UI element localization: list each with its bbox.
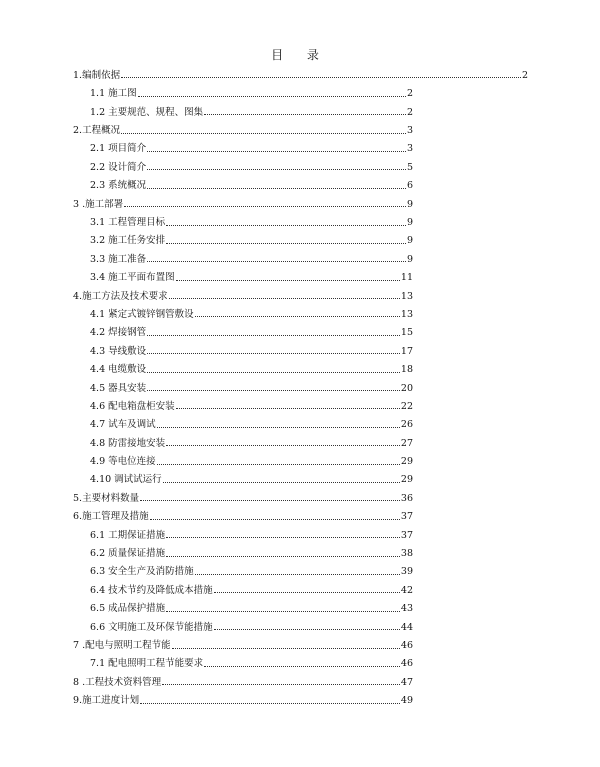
- toc-entry-page-number: 9: [406, 253, 413, 265]
- toc-entry[interactable]: [90, 561, 413, 579]
- toc-entry-page-number: 9: [406, 198, 413, 210]
- dot-leader: [147, 372, 400, 373]
- toc-entry[interactable]: [90, 616, 413, 634]
- toc-entry-page-number: 47: [400, 676, 413, 688]
- toc-entry[interactable]: [90, 524, 413, 542]
- toc-entry-page-number: 18: [400, 364, 413, 376]
- toc-entry-label: 4.7 试车及调试: [90, 419, 156, 431]
- toc-entry[interactable]: [90, 432, 413, 450]
- toc-entry[interactable]: [90, 82, 413, 100]
- dot-leader: [176, 280, 400, 281]
- toc-entry-page-number: 43: [400, 603, 413, 615]
- toc-entry-label: 8 .工程技术资料管理: [73, 676, 162, 688]
- dot-leader: [195, 574, 400, 575]
- toc-entry-page-number: 11: [400, 272, 413, 284]
- dot-leader: [166, 243, 406, 244]
- toc-entry-label: 6.3 安全生产及消防措施: [90, 566, 194, 578]
- dot-leader: [147, 390, 400, 391]
- toc-entry-label: 6.2 质量保证措施: [90, 548, 166, 560]
- dot-leader: [166, 225, 406, 226]
- dot-leader: [147, 261, 406, 262]
- toc-entry-page-number: 27: [400, 437, 413, 449]
- dot-leader: [195, 316, 400, 317]
- toc-entry-label: 6.6 文明施工及环保节能措施: [90, 621, 213, 633]
- toc-entry-label: 1.1 施工图: [90, 88, 137, 100]
- toc-entry-label: 6.施工管理及措施: [73, 511, 149, 523]
- toc-entry[interactable]: [90, 138, 413, 156]
- toc-entry[interactable]: [73, 689, 413, 707]
- toc-entry[interactable]: [90, 211, 413, 229]
- toc-entry-page-number: 44: [400, 621, 413, 633]
- toc-entry-page-number: 13: [400, 308, 413, 320]
- dot-leader: [166, 445, 400, 446]
- toc-entry-page-number: 2: [406, 106, 413, 118]
- toc-entry-label: 4.施工方法及技术要求: [73, 290, 168, 302]
- toc-entry-label: 4.9 等电位连接: [90, 456, 156, 468]
- dot-leader: [147, 188, 406, 189]
- toc-entry-page-number: 3: [406, 125, 413, 137]
- toc-entry-label: 2.3 系统概况: [90, 180, 147, 192]
- toc-entry[interactable]: [90, 597, 413, 615]
- toc-entry-label: 3.3 施工准备: [90, 253, 147, 265]
- toc-entry[interactable]: [90, 542, 413, 560]
- toc-entry-label: 2.2 设计简介: [90, 161, 147, 173]
- toc-entry-label: 2.1 项目简介: [90, 143, 147, 155]
- toc-entry[interactable]: [90, 174, 413, 192]
- toc-entry[interactable]: [90, 156, 413, 174]
- dot-leader: [204, 666, 400, 667]
- toc-entry-label: 4.1 紧定式镀锌钢管敷设: [90, 308, 194, 320]
- toc-entry-page-number: 17: [400, 345, 413, 357]
- toc-entry-label: 2.工程概况: [73, 125, 121, 137]
- toc-entry[interactable]: [73, 64, 528, 82]
- dot-leader: [214, 592, 400, 593]
- toc-entry-page-number: 13: [400, 290, 413, 302]
- toc-entry-page-number: 5: [406, 161, 413, 173]
- dot-leader: [140, 703, 400, 704]
- toc-entry[interactable]: [73, 193, 413, 211]
- dot-leader: [138, 96, 406, 97]
- toc-entry-page-number: 36: [400, 492, 413, 504]
- toc-entry-page-number: 2: [521, 69, 528, 81]
- toc-entry-page-number: 49: [400, 695, 413, 707]
- dot-leader: [172, 648, 400, 649]
- toc-entry[interactable]: [73, 671, 413, 689]
- toc-entry-page-number: 20: [400, 382, 413, 394]
- toc-entry-page-number: 26: [400, 419, 413, 431]
- dot-leader: [147, 353, 400, 354]
- toc-entry-page-number: 6: [406, 180, 413, 192]
- toc-entry-page-number: 29: [400, 474, 413, 486]
- dot-leader: [150, 519, 400, 520]
- toc-entry[interactable]: [90, 321, 413, 339]
- dot-leader: [169, 298, 400, 299]
- toc-entry-label: 9.施工进度计划: [73, 695, 140, 707]
- toc-entry[interactable]: [90, 579, 413, 597]
- dot-leader: [147, 169, 406, 170]
- toc-entry-label: 4.4 电缆敷设: [90, 364, 147, 376]
- toc-entry-page-number: 15: [400, 327, 413, 339]
- toc-entry-page-number: 37: [400, 511, 413, 523]
- toc-entry-label: 6.1 工期保证措施: [90, 529, 166, 541]
- toc-entry-label: 4.3 导线敷设: [90, 345, 147, 357]
- toc-entry-label: 3.4 施工平面布置图: [90, 272, 175, 284]
- toc-entry-label: 4.5 器具安装: [90, 382, 147, 394]
- toc-entry[interactable]: [73, 119, 413, 137]
- toc-entry[interactable]: [90, 450, 413, 468]
- toc-entry-page-number: 46: [400, 658, 413, 670]
- dot-leader: [157, 427, 400, 428]
- toc-entry[interactable]: [73, 285, 413, 303]
- toc-entry-label: 7.1 配电照明工程节能要求: [90, 658, 204, 670]
- toc-entry[interactable]: [90, 230, 413, 248]
- dot-leader: [140, 500, 400, 501]
- toc-entry-page-number: 37: [400, 529, 413, 541]
- toc-entry-label: 6.5 成品保护措施: [90, 603, 166, 615]
- toc-entry-label: 3.2 施工任务安排: [90, 235, 166, 247]
- toc-entry-label: 4.2 焊接钢管: [90, 327, 147, 339]
- toc-entry[interactable]: [90, 303, 413, 321]
- toc-entry-page-number: 2: [406, 88, 413, 100]
- dot-leader: [147, 151, 406, 152]
- dot-leader: [214, 629, 400, 630]
- toc-entry[interactable]: [90, 248, 413, 266]
- toc-entry[interactable]: [90, 413, 413, 431]
- dot-leader: [204, 114, 406, 115]
- dot-leader: [147, 335, 400, 336]
- toc-entry[interactable]: [90, 377, 413, 395]
- toc-entry-page-number: 42: [400, 584, 413, 596]
- toc-entry-label: 3.1 工程管理目标: [90, 217, 166, 229]
- dot-leader: [121, 133, 406, 134]
- toc-entry-label: 4.8 防雷接地安装: [90, 437, 166, 449]
- toc-entry-label: 5.主要材料数量: [73, 492, 140, 504]
- toc-title: 目 录: [271, 48, 329, 62]
- dot-leader: [176, 408, 400, 409]
- table-of-contents: [0, 64, 600, 708]
- toc-entry[interactable]: [90, 340, 413, 358]
- toc-entry[interactable]: [90, 266, 413, 284]
- toc-entry-label: 4.10 调试试运行: [90, 474, 162, 486]
- dot-leader: [121, 77, 521, 78]
- toc-entry[interactable]: [90, 469, 413, 487]
- toc-entry-page-number: 39: [400, 566, 413, 578]
- toc-entry[interactable]: [90, 395, 413, 413]
- toc-entry-page-number: 38: [400, 548, 413, 560]
- toc-entry-page-number: 9: [406, 217, 413, 229]
- dot-leader: [166, 537, 400, 538]
- dot-leader: [166, 611, 400, 612]
- toc-entry-page-number: 9: [406, 235, 413, 247]
- toc-entry-page-number: 29: [400, 456, 413, 468]
- toc-entry-page-number: 3: [406, 143, 413, 155]
- toc-entry-label: 4.6 配电箱盘柜安装: [90, 400, 175, 412]
- toc-entry-label: 6.4 技术节约及降低成本措施: [90, 584, 213, 596]
- dot-leader: [166, 556, 400, 557]
- dot-leader: [162, 684, 400, 685]
- toc-entry[interactable]: [73, 634, 413, 652]
- toc-entry[interactable]: [73, 487, 413, 505]
- toc-entry-label: 3 .施工部署: [73, 198, 124, 210]
- dot-leader: [157, 464, 400, 465]
- toc-entry[interactable]: [90, 101, 413, 119]
- dot-leader: [163, 482, 400, 483]
- toc-entry-label: 7 .配电与照明工程节能: [73, 640, 171, 651]
- toc-entry-page-number: 22: [400, 400, 413, 412]
- dot-leader: [124, 206, 406, 207]
- toc-entry[interactable]: [90, 653, 413, 671]
- toc-entry[interactable]: [73, 505, 413, 523]
- toc-entry-label: 1.2 主要规范、规程、图集: [90, 106, 204, 118]
- toc-entry-label: 1.编制依据: [73, 69, 121, 81]
- toc-entry-page-number: 46: [400, 640, 413, 651]
- toc-entry[interactable]: [90, 358, 413, 376]
